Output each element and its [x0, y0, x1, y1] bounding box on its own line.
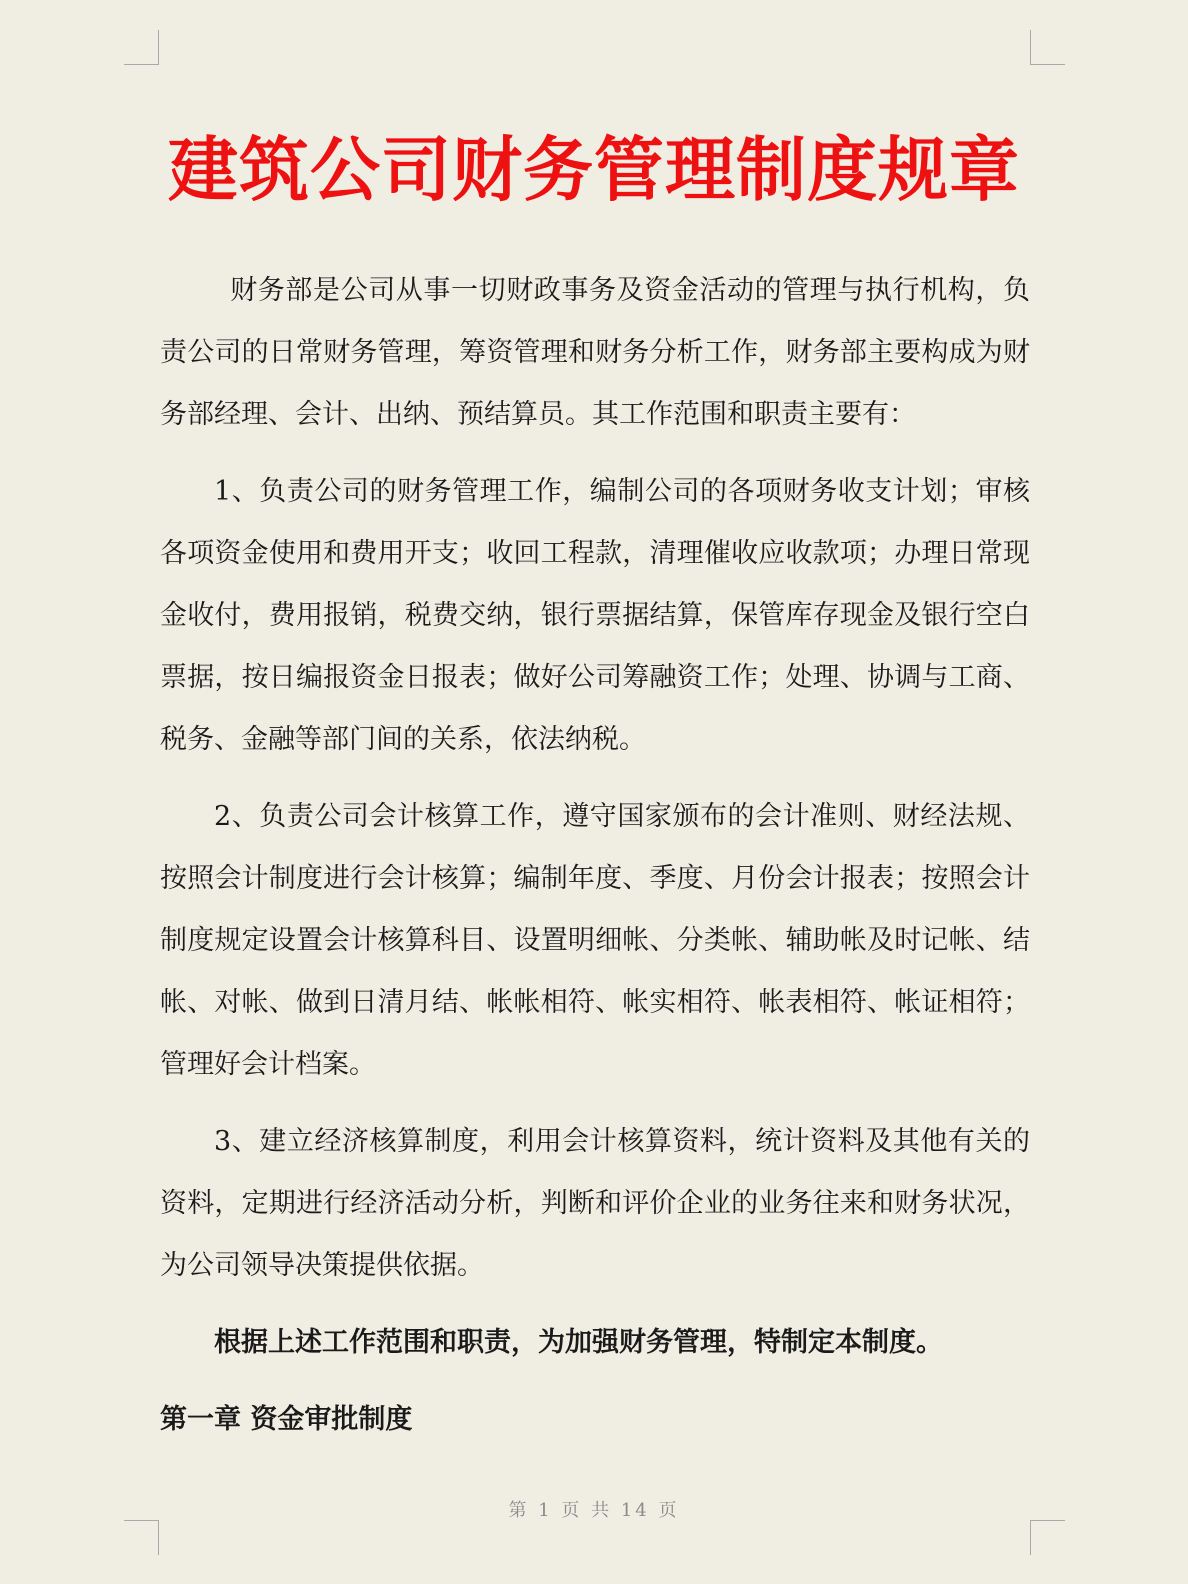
document-title: 建筑公司财务管理制度规章	[168, 128, 1020, 211]
crop-mark-top-left	[124, 30, 159, 65]
intro-paragraph: 财务部是公司从事一切财政事务及资金活动的管理与执行机构，负责公司的日常财务管理，筹资管理和财务分析工作，财务部主要构成为财务部经理、会计、出纳、预结算员。其工作范围和职责主要有：	[160, 275, 1030, 430]
page-number-footer: 第 1 页 共 14 页	[508, 1500, 680, 1521]
crop-mark-bottom-left	[124, 1520, 159, 1555]
duty-paragraph-3: 3、建立经济核算制度，利用会计核算资料，统计资料及其他有关的资料，定期进行经济活动分析，判断和评价企业的业务往来和财务状况，为公司领导决策提供依据。	[160, 1126, 1030, 1281]
duty-paragraph-1: 1、负责公司的财务管理工作，编制公司的各项财务收支计划；审核各项资金使用和费用开支；收回工程款，清理催收应收款项；办理日常现金收付，费用报销，税费交纳，银行票据结算，保管库存现金及银行空白票据，按日编报资金日报表；做好公司筹融资工作；处理、协调与工商、税务、金融等部门间的关系，依法纳税。	[160, 476, 1030, 755]
document-body	[160, 260, 1030, 1451]
purpose-statement: 根据上述工作范围和职责，为加强财务管理，特制定本制度。	[214, 1327, 943, 1358]
chapter-heading: 第一章 资金审批制度	[160, 1404, 413, 1435]
duty-paragraph-2: 2、负责公司会计核算工作，遵守国家颁布的会计准则、财经法规、按照会计制度进行会计核算；编制年度、季度、月份会计报表；按照会计制度规定设置会计核算科目、设置明细帐、分类帐、辅助帐及时记帐、结帐、对帐、做到日清月结、帐帐相符、帐实相符、帐表相符、帐证相符；管理好会计档案。	[160, 801, 1030, 1080]
crop-mark-top-right	[1030, 30, 1065, 65]
crop-mark-bottom-right	[1030, 1520, 1065, 1555]
